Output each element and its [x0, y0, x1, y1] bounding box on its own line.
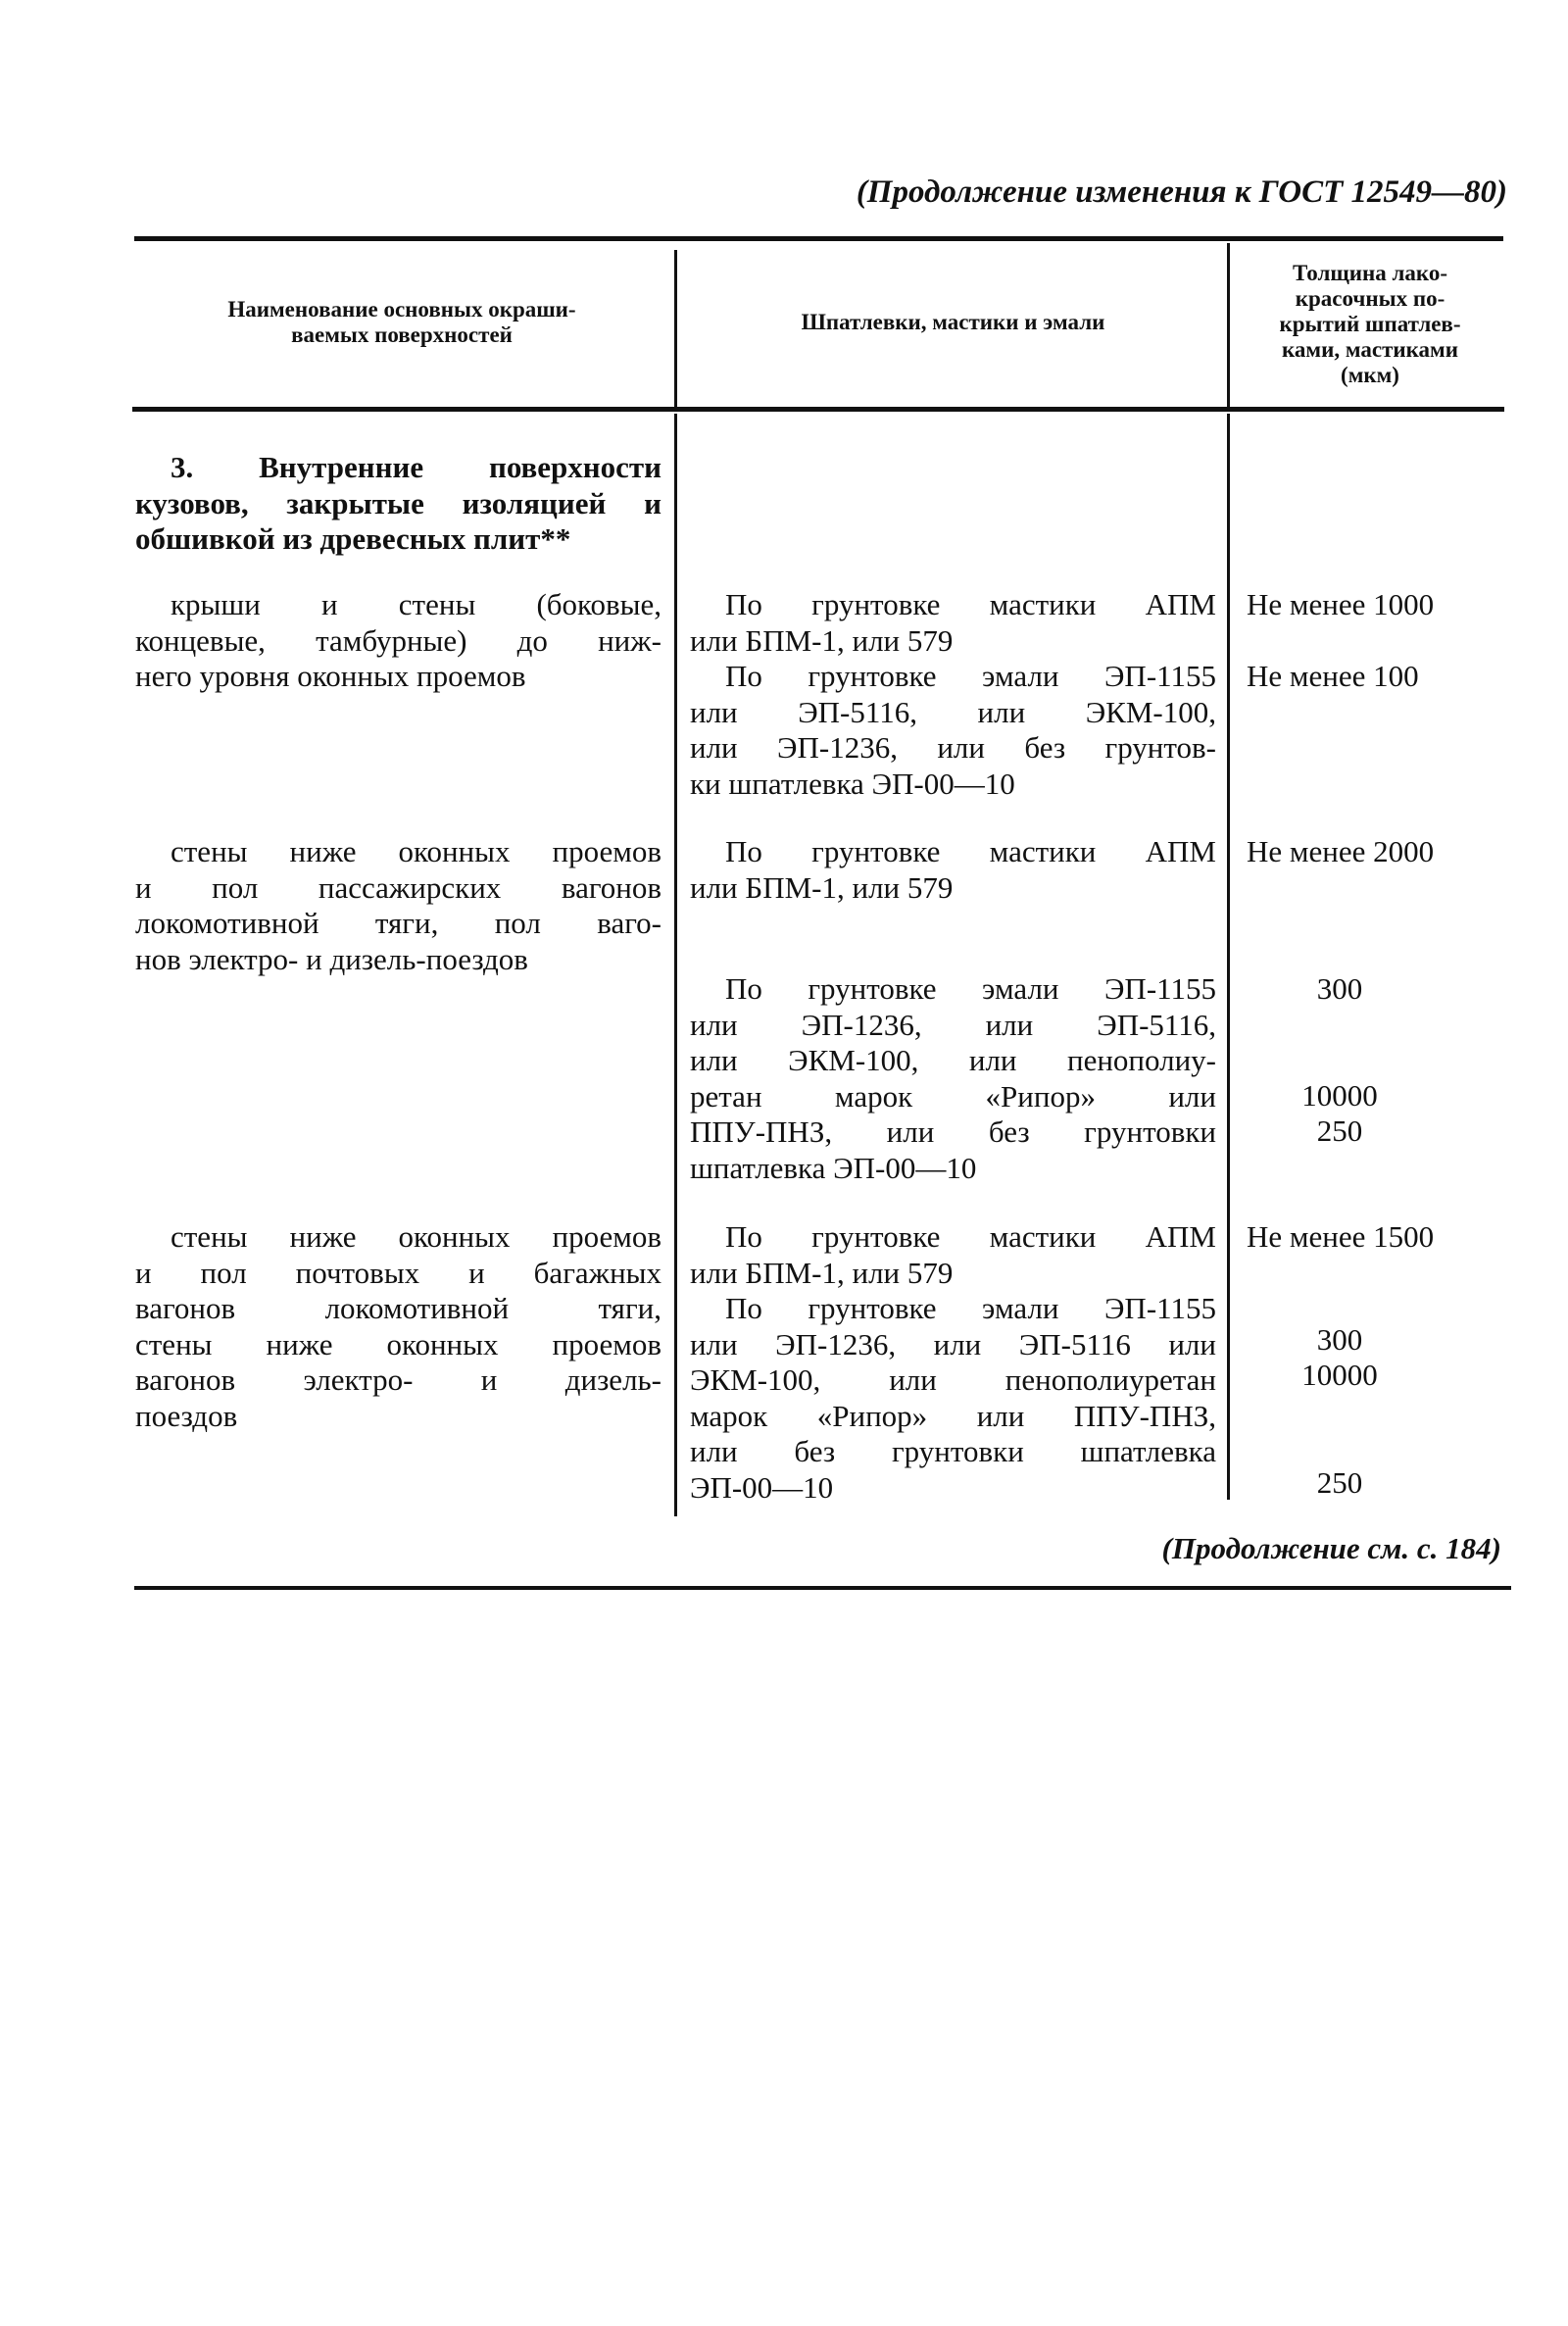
material-entry	[690, 1219, 1216, 1291]
text-line: крыши и стены (боковые,	[171, 587, 662, 621]
text-line: или БПМ-1, или 579	[690, 869, 954, 905]
section-heading	[135, 450, 662, 558]
text-line: или ЭКМ-100, или пенополиу-	[690, 1043, 1216, 1077]
surface-name	[135, 1219, 662, 1434]
text-line: или без грунтовки шпатлевка	[690, 1434, 1216, 1468]
text-line: вагонов локомотивной тяги,	[135, 1291, 662, 1325]
thickness-value: Не менее 2000	[1247, 834, 1435, 868]
header-line: ками, мастиками	[1282, 337, 1458, 362]
text-line: По грунтовке мастики АПМ	[725, 1219, 1216, 1254]
text-line: концевые, тамбурные) до ниж-	[135, 622, 662, 658]
header-line: (мкм)	[1341, 363, 1399, 387]
text-line: По грунтовке эмали ЭП-1155	[725, 1291, 1216, 1325]
thickness-value: 10000	[1301, 1078, 1378, 1113]
header-line: крытий шпатлев-	[1279, 312, 1461, 336]
column-header	[137, 297, 666, 348]
thickness-value: Не менее 1500	[1247, 1219, 1435, 1254]
thickness-value: Не менее 100	[1247, 659, 1419, 693]
text-line: или ЭП-1236, или без грунтов-	[690, 730, 1216, 765]
thickness-value: 300	[1316, 1322, 1363, 1357]
text-line: или БПМ-1, или 579	[690, 622, 954, 658]
text-line: марок «Рипор» или ППУ-ПНЗ,	[690, 1398, 1216, 1433]
column-divider	[1227, 243, 1230, 407]
text-line: обшивкой из древесных плит**	[135, 521, 571, 556]
header-line: Наименование основных окраши-	[227, 297, 576, 322]
surface-name	[135, 834, 662, 977]
running-header: (Продолжение изменения к ГОСТ 12549—80)	[856, 174, 1507, 210]
material-entry	[690, 1291, 1216, 1506]
material-entry	[690, 834, 1216, 906]
column-header	[686, 310, 1220, 335]
header-line: ваемых поверхностей	[291, 322, 513, 347]
material-entry	[690, 971, 1216, 1186]
text-line: и пол пассажирских вагонов	[135, 869, 662, 905]
column-header	[1233, 261, 1507, 388]
text-line: шпатлевка ЭП-00—10	[690, 1150, 977, 1185]
text-line: ЭКМ-100, или пенополиуретан	[690, 1362, 1216, 1397]
text-line: или ЭП-5116, или ЭКМ-100,	[690, 694, 1216, 729]
material-entry	[690, 587, 1216, 659]
thickness-value: 10000	[1301, 1358, 1378, 1392]
material-entry	[690, 659, 1216, 802]
text-line: или ЭП-1236, или ЭП-5116,	[690, 1007, 1216, 1042]
text-line: него уровня оконных проемов	[135, 659, 526, 693]
text-line: стены ниже оконных проемов	[171, 834, 662, 868]
continuation-note: (Продолжение см. с. 184)	[1161, 1531, 1501, 1565]
column-divider	[674, 250, 677, 407]
text-line: По грунтовке мастики АПМ	[725, 587, 1216, 621]
text-line: По грунтовке эмали ЭП-1155	[725, 971, 1216, 1006]
text-line: или ЭП-1236, или ЭП-5116 или	[690, 1326, 1216, 1361]
column-divider	[674, 414, 677, 1516]
thickness-value: 250	[1316, 1114, 1363, 1148]
header-line: Толщина лако-	[1292, 261, 1448, 285]
text-line: вагонов электро- и дизель-	[135, 1362, 662, 1397]
text-line: стены ниже оконных проемов	[135, 1326, 662, 1361]
surface-name	[135, 587, 662, 695]
text-line: кузовов, закрытые изоляцией и	[135, 485, 662, 520]
text-line: 3. Внутренние поверхности	[171, 450, 662, 484]
text-line: локомотивной тяги, пол ваго-	[135, 906, 662, 940]
text-line: поездов	[135, 1398, 238, 1433]
text-line: По грунтовке эмали ЭП-1155	[725, 659, 1216, 693]
text-line: стены ниже оконных проемов	[171, 1219, 662, 1254]
table-header-rule	[132, 407, 1504, 412]
text-line: По грунтовке мастики АПМ	[725, 834, 1216, 868]
header-line: красочных по-	[1295, 286, 1446, 311]
page-bottom-rule	[134, 1586, 1511, 1590]
thickness-value: 250	[1316, 1465, 1363, 1500]
text-line: ретан марок «Рипор» или	[690, 1078, 1216, 1114]
text-line: нов электро- и дизель-поездов	[135, 941, 528, 976]
table-top-rule	[134, 236, 1503, 241]
thickness-value: 300	[1316, 971, 1363, 1006]
header-line: Шпатлевки, мастики и эмали	[801, 310, 1105, 334]
text-line: ЭП-00—10	[690, 1469, 834, 1505]
text-line: и пол почтовых и багажных	[135, 1255, 662, 1290]
thickness-value: Не менее 1000	[1247, 587, 1435, 621]
text-line: или БПМ-1, или 579	[690, 1255, 954, 1290]
text-line: ки шпатлевка ЭП-00—10	[690, 766, 1015, 801]
text-line: ППУ-ПНЗ, или без грунтовки	[690, 1114, 1216, 1149]
